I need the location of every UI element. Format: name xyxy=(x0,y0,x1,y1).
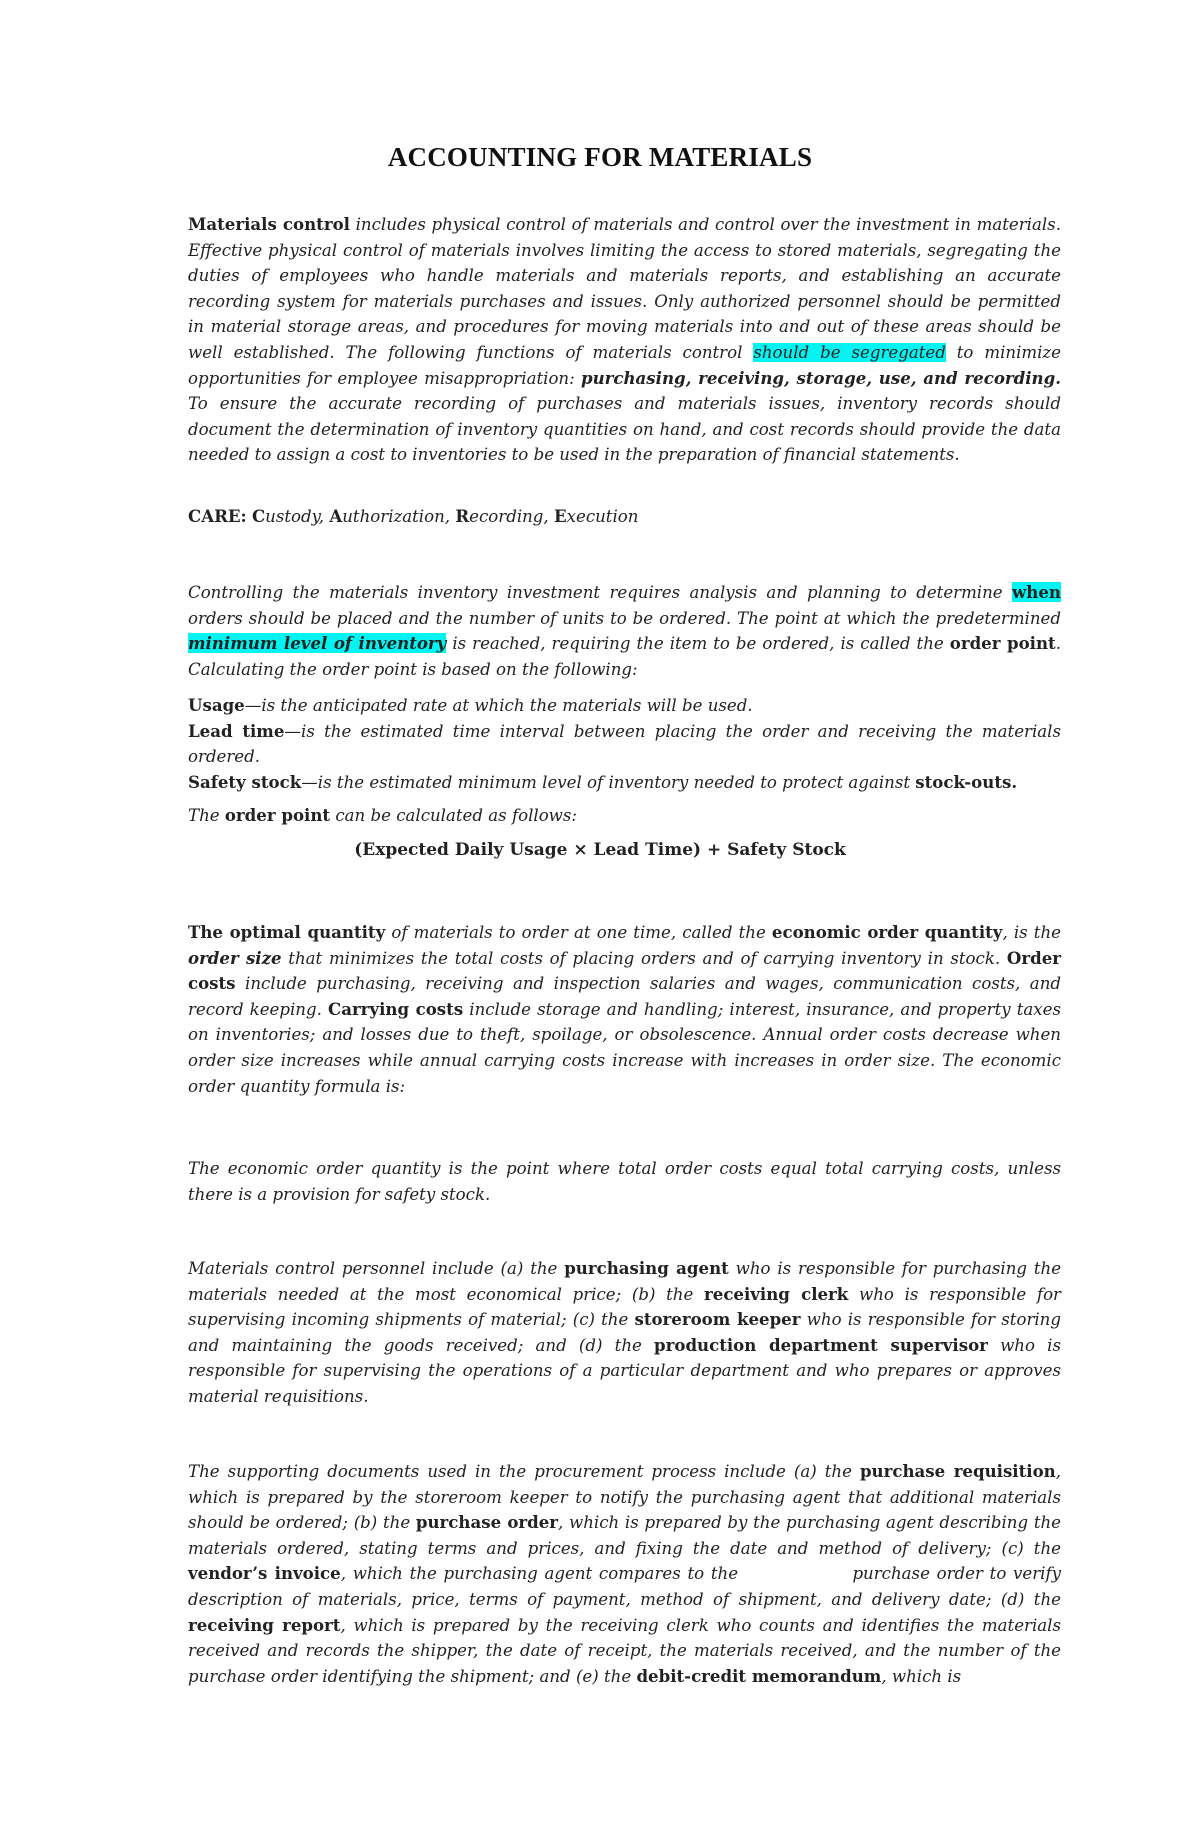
definition-usage: Usage—is the anticipated rate at which the materials will be used. xyxy=(188,695,753,715)
document-title: ACCOUNTING FOR MATERIALS xyxy=(387,142,813,172)
definition-lead-time: Lead time—is the estimated time interval between placing the order and receiving the materials ordered. xyxy=(188,720,1061,767)
care-mnemonic: CARE: Custody, Authorization, Recording, Execution xyxy=(188,506,639,526)
definitions-list xyxy=(188,693,1061,795)
highlight-minimum-level: minimum level of inventory xyxy=(188,633,447,654)
paragraph-order-point: Controlling the materials inventory investment requires analysis and planning to determine when orders should be placed and the number of units to be ordered. The point at which the predetermined minimum level of inventory is reached, requiring the item to be ordered, is called the order point. Calculating the order point is based on the following: xyxy=(188,582,1061,679)
paragraph-eoq-point: The economic order quantity is the point where total order costs equal total carrying costs, unless there is a provision for safety stock. xyxy=(188,1159,1061,1204)
highlight-should-be-segregated: should be segregated xyxy=(753,342,946,362)
term-materials-control: Materials control xyxy=(188,214,350,234)
paragraph-supporting-documents: The supporting documents used in the procurement process include (a) the purchase requisition, which is prepared by the storeroom keeper to notify the purchasing agent that additional materials should be ordered; (b) the purchase order, which is prepared by the purchasing agent describing the materials ordered, stating terms and prices, and fixing the date and method of delivery; (c) the vendor’s invoice, which the purchasing agent compares to the purchase order to verify description of materials, price, terms of payment, method of shipment, and delivery date; (d) the receiving report, which is prepared by the receiving clerk who counts and identifies the materials received and records the shipper, the date of receipt, the materials received, and the number of the purchase order identifying the shipment; and (e) the debit-credit memorandum, which is xyxy=(188,1461,1067,1686)
order-point-formula: (Expected Daily Usage × Lead Time) + Safety Stock xyxy=(354,840,846,860)
highlight-when: when xyxy=(1012,582,1061,602)
paragraph-materials-control: Materials control includes physical control of materials and control over the investment in materials. Effective physical control of materials involves limiting the access to stored materials, segregating the duties of employees who handle materials and materials reports, and establishing an accurate recording system for materials purchases and issues. Only authorized personnel should be permitted in material storage areas, and procedures for moving materials into and out of these areas should be well established. The following functions of materials control should be segregated to minimize opportunities for employee misappropriation: purchasing, receiving, storage, use, and recording. To ensure the accurate recording of purchases and materials issues, inventory records should document the determination of inventory quantities on hand, and cost records should provide the data needed to assign a cost to inventories to be used in the preparation of financial statements. xyxy=(188,214,1061,465)
term-functions-list: purchasing, receiving, storage, use, and recording. xyxy=(580,367,1061,388)
definition-safety-stock: Safety stock—is the estimated minimum level of inventory needed to protect against stock-outs. xyxy=(188,771,1018,792)
paragraph-control-personnel: Materials control personnel include (a) the purchasing agent who is responsible for purchasing the materials needed at the most economical price; (b) the receiving clerk who is responsible for supervising incoming shipments of material; (c) the storeroom keeper who is responsible for storing and maintaining the goods received; and (d) the production department supervisor who is responsible for supervising the operations of a particular department and who prepares or approves material requisitions. xyxy=(188,1258,1062,1406)
paragraph-economic-order-quantity: The optimal quantity of materials to order at one time, called the economic order quantity, is the order size that minimizes the total costs of placing orders and of carrying inventory in stock. Order costs include purchasing, receiving and inspection salaries and wages, communication costs, and record keeping. Carrying costs include storage and handling; interest, insurance, and property taxes on inventories; and losses due to theft, spoilage, or obsolescence. Annual order costs decrease when order size increases while annual carrying costs increase with increases in order size. The economic order quantity formula is: xyxy=(188,922,1061,1096)
order-point-intro: The order point can be calculated as follows: xyxy=(188,805,577,825)
